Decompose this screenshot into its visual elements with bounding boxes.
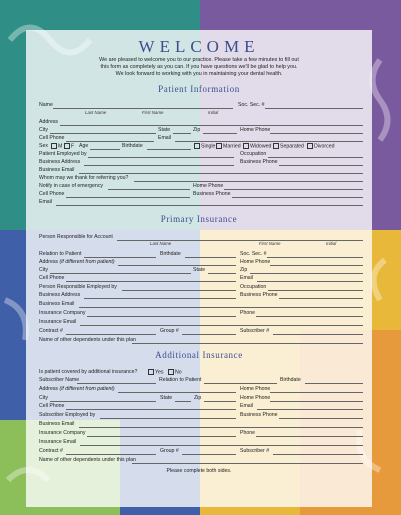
address-label: Address [39, 119, 59, 125]
primary-dependents-field[interactable] [132, 343, 363, 344]
primary-zip-label: Zip [240, 267, 248, 273]
primary-cell-phone-label: Cell Phone [39, 275, 65, 281]
business-phone-label: Business Phone [240, 159, 278, 165]
primary-cell-phone-field[interactable] [66, 281, 236, 282]
first-name-hint: First Name [142, 110, 164, 115]
additional-insurance-company-label: Insurance Company [39, 430, 86, 436]
emergency-email-field[interactable] [56, 205, 363, 206]
primary-state-field[interactable] [208, 273, 236, 274]
home-phone-label: Home Phone [240, 127, 271, 133]
primary-business-email-field[interactable] [79, 307, 363, 308]
emergency-field[interactable] [108, 189, 190, 190]
additional-phone-label: Phone [240, 430, 256, 436]
additional-subscriber-field[interactable] [273, 454, 363, 455]
subscriber-employed-by-label: Subscriber Employed by [39, 412, 96, 418]
intro-line-3: We look forward to working with you in maintaining your dental health. [115, 71, 283, 77]
business-email-field[interactable] [79, 173, 363, 174]
primary-if-different-hint: (if different from patient) [59, 259, 115, 265]
covered-yes-label: Yes [155, 369, 164, 376]
emergency-business-phone-label: Business Phone [193, 191, 231, 197]
primary-insurance-email-label: Insurance Email [39, 319, 77, 325]
additional-home-phone-label: Home Phone [240, 386, 271, 392]
additional-email-label: Email [240, 403, 253, 409]
business-email-label: Business Email [39, 167, 75, 173]
email-field[interactable] [175, 141, 363, 142]
sex-label: Sex [39, 143, 48, 149]
status-widowed-label: Widowed [250, 143, 272, 150]
additional-dependents-label: Name of other dependents under this plan [39, 457, 136, 463]
occupation-field[interactable] [268, 157, 363, 158]
intro-line-2: this form as completely as you can. If you have questions we'll be glad to help you. [100, 64, 298, 70]
primary-address-field[interactable] [118, 265, 236, 266]
additional-contract-field[interactable] [66, 454, 156, 455]
sex-m-option[interactable] [51, 143, 62, 149]
primary-relation-field[interactable] [84, 257, 156, 258]
additional-cell-phone-field[interactable] [66, 409, 236, 410]
checkbox-icon [51, 143, 57, 149]
primary-business-address-label: Business Address [39, 292, 81, 298]
primary-phone-label: Phone [240, 310, 256, 316]
primary-business-phone-field[interactable] [279, 298, 363, 299]
zip-field[interactable] [203, 133, 237, 134]
checkbox-icon [307, 143, 313, 149]
additional-address-label [39, 386, 115, 392]
additional-business-phone-field[interactable] [279, 418, 363, 419]
primary-state-label: State [193, 267, 206, 273]
sex-f-label: F [71, 143, 75, 150]
primary-zip-field[interactable] [250, 273, 363, 274]
age-field[interactable] [90, 149, 120, 150]
primary-group-label: Group # [160, 328, 179, 334]
primary-address-text: Address [39, 259, 59, 265]
status-widowed-option[interactable] [243, 143, 271, 149]
state-label: State [158, 127, 171, 133]
subscriber-name-label: Subscriber Name [39, 377, 80, 383]
referral-label: Whom may we thank for referring you? [39, 175, 129, 181]
status-married-label: Married [223, 143, 241, 150]
city-field[interactable] [50, 133, 156, 134]
sex-m-label: M [58, 143, 63, 150]
checkbox-icon [194, 143, 200, 149]
primary-employed-by-label: Person Responsible Employed by [39, 284, 117, 290]
checkbox-icon [243, 143, 249, 149]
primary-first-name-hint: First Name [259, 241, 281, 246]
zip-label: Zip [193, 127, 201, 133]
primary-occupation-label: Occupation [240, 284, 267, 290]
employed-by-label: Patient Employed by [39, 151, 87, 157]
emergency-business-phone-field[interactable] [232, 197, 363, 198]
additional-cell-phone-label: Cell Phone [39, 403, 65, 409]
primary-address-label [39, 259, 115, 265]
primary-occupation-field[interactable] [268, 290, 363, 291]
footer-note: Please complete both sides. [166, 468, 232, 474]
initial-hint: Initial [208, 110, 219, 115]
primary-insurance-company-label: Insurance Company [39, 310, 86, 316]
primary-dependents-label: Name of other dependents under this plan [39, 337, 136, 343]
additional-city-field[interactable] [50, 401, 156, 402]
business-address-field[interactable] [84, 165, 234, 166]
intro-line-1: We are pleased to welcome you to our practice. Please take a few minutes to fill out [99, 57, 299, 63]
additional-insurance-company-field[interactable] [87, 436, 236, 437]
emergency-cell-phone-field[interactable] [66, 197, 190, 198]
primary-contract-field[interactable] [66, 334, 156, 335]
email-label: Email [158, 135, 171, 141]
emergency-home-phone-label: Home Phone [193, 183, 224, 189]
status-divorced-option[interactable] [307, 143, 334, 149]
additional-birthdate-field[interactable] [305, 383, 363, 384]
additional-contract-label: Contract # [39, 448, 63, 454]
additional-section-heading: Additional Insurance [155, 350, 243, 360]
primary-subscriber-label: Subscriber # [240, 328, 270, 334]
additional-group-field[interactable] [182, 454, 236, 455]
checkbox-icon [148, 369, 154, 375]
address-field[interactable] [60, 125, 363, 126]
state-field[interactable] [173, 133, 191, 134]
additional-home-phone-2-label: Home Phone [240, 395, 271, 401]
covered-yes-option[interactable] [148, 369, 163, 375]
primary-soc-sec-field[interactable] [267, 257, 363, 258]
soc-sec-field[interactable] [265, 108, 363, 109]
primary-home-phone-label: Home Phone [240, 259, 271, 265]
primary-insurance-company-field[interactable] [87, 316, 236, 317]
primary-business-email-label: Business Email [39, 301, 75, 307]
primary-section-heading: Primary Insurance [160, 214, 238, 224]
additional-address-field[interactable] [118, 392, 236, 393]
additional-business-phone-label: Business Phone [240, 412, 278, 418]
emergency-label: Notify in case of emergency [39, 183, 104, 189]
birthdate-label: Birthdate [122, 143, 143, 149]
name-field[interactable] [53, 108, 233, 109]
sex-f-option[interactable] [64, 143, 74, 149]
additional-business-email-label: Business Email [39, 421, 75, 427]
covered-no-option[interactable] [168, 369, 182, 375]
name-label: Name [39, 102, 53, 108]
additional-subscriber-label: Subscriber # [240, 448, 270, 454]
emergency-email-label: Email [39, 199, 52, 205]
page-title: WELCOME [138, 37, 260, 56]
primary-home-phone-field[interactable] [270, 265, 363, 266]
additional-address-text: Address [39, 386, 59, 392]
primary-business-phone-label: Business Phone [240, 292, 278, 298]
business-address-label: Business Address [39, 159, 81, 165]
additional-email-field[interactable] [257, 409, 363, 410]
additional-business-email-field[interactable] [79, 427, 363, 428]
primary-relation-label: Relation to Patient [39, 251, 82, 257]
primary-group-field[interactable] [182, 334, 236, 335]
additional-insurance-email-field[interactable] [80, 445, 363, 446]
additional-birthdate-label: Birthdate [280, 377, 301, 383]
primary-email-label: Email [240, 275, 253, 281]
additional-insurance-email-label: Insurance Email [39, 439, 77, 445]
primary-birthdate-field[interactable] [185, 257, 236, 258]
additional-state-field[interactable] [175, 401, 191, 402]
covered-label: Is patient covered by additional insurance? [39, 369, 138, 375]
checkbox-icon [273, 143, 279, 149]
primary-email-field[interactable] [257, 281, 363, 282]
primary-initial-hint: Initial [326, 241, 337, 246]
primary-business-address-field[interactable] [84, 298, 236, 299]
subscriber-name-field[interactable] [77, 383, 156, 384]
status-separated-label: Separated [280, 143, 304, 150]
additional-relation-label: Relation to Patient [159, 377, 202, 383]
additional-if-different-hint: (if different from patient) [59, 386, 115, 392]
additional-state-label: State [160, 395, 173, 401]
last-name-hint: Last Name [85, 110, 107, 115]
additional-dependents-field[interactable] [132, 463, 363, 464]
status-married-option[interactable] [216, 143, 241, 149]
emergency-cell-phone-label: Cell Phone [39, 191, 65, 197]
checkbox-icon [216, 143, 222, 149]
status-divorced-label: Divorced [314, 143, 335, 150]
additional-home-phone-2-field[interactable] [270, 401, 363, 402]
additional-phone-field[interactable] [256, 436, 363, 437]
employed-by-field[interactable] [88, 157, 234, 158]
additional-relation-field[interactable] [204, 383, 277, 384]
cell-phone-field[interactable] [66, 141, 154, 142]
birthdate-field[interactable] [147, 149, 191, 150]
additional-zip-label: Zip [194, 395, 202, 401]
primary-birthdate-label: Birthdate [160, 251, 181, 257]
intro-text [40, 57, 358, 78]
primary-subscriber-field[interactable] [273, 334, 363, 335]
patient-section-heading: Patient Information [158, 84, 240, 94]
primary-city-label: City [39, 267, 48, 273]
additional-city-label: City [39, 395, 48, 401]
referral-field[interactable] [134, 181, 363, 182]
primary-soc-sec-label: Soc. Sec. # [240, 251, 267, 257]
business-phone-field[interactable] [279, 165, 363, 166]
subscriber-employed-by-field[interactable] [100, 418, 236, 419]
soc-sec-label: Soc. Sec. # [238, 102, 265, 108]
occupation-label: Occupation [240, 151, 267, 157]
status-single-label: Single [201, 143, 216, 150]
covered-no-label: No [175, 369, 182, 376]
additional-zip-field[interactable] [204, 401, 236, 402]
status-single-option[interactable] [194, 143, 215, 149]
additional-home-phone-field[interactable] [270, 392, 363, 393]
status-separated-option[interactable] [273, 143, 304, 149]
checkbox-icon [64, 143, 70, 149]
city-label: City [39, 127, 48, 133]
cell-phone-label: Cell Phone [39, 135, 65, 141]
primary-last-name-hint: Last Name [150, 241, 172, 246]
responsible-label: Person Responsible for Account [39, 234, 113, 240]
primary-phone-field[interactable] [256, 316, 363, 317]
primary-contract-label: Contract # [39, 328, 63, 334]
checkbox-icon [168, 369, 174, 375]
home-phone-field[interactable] [270, 133, 363, 134]
primary-insurance-email-field[interactable] [80, 325, 363, 326]
emergency-home-phone-field[interactable] [224, 189, 363, 190]
additional-group-label: Group # [160, 448, 179, 454]
primary-employed-by-field[interactable] [122, 290, 236, 291]
age-label: Age [79, 143, 89, 149]
primary-city-field[interactable] [50, 273, 191, 274]
